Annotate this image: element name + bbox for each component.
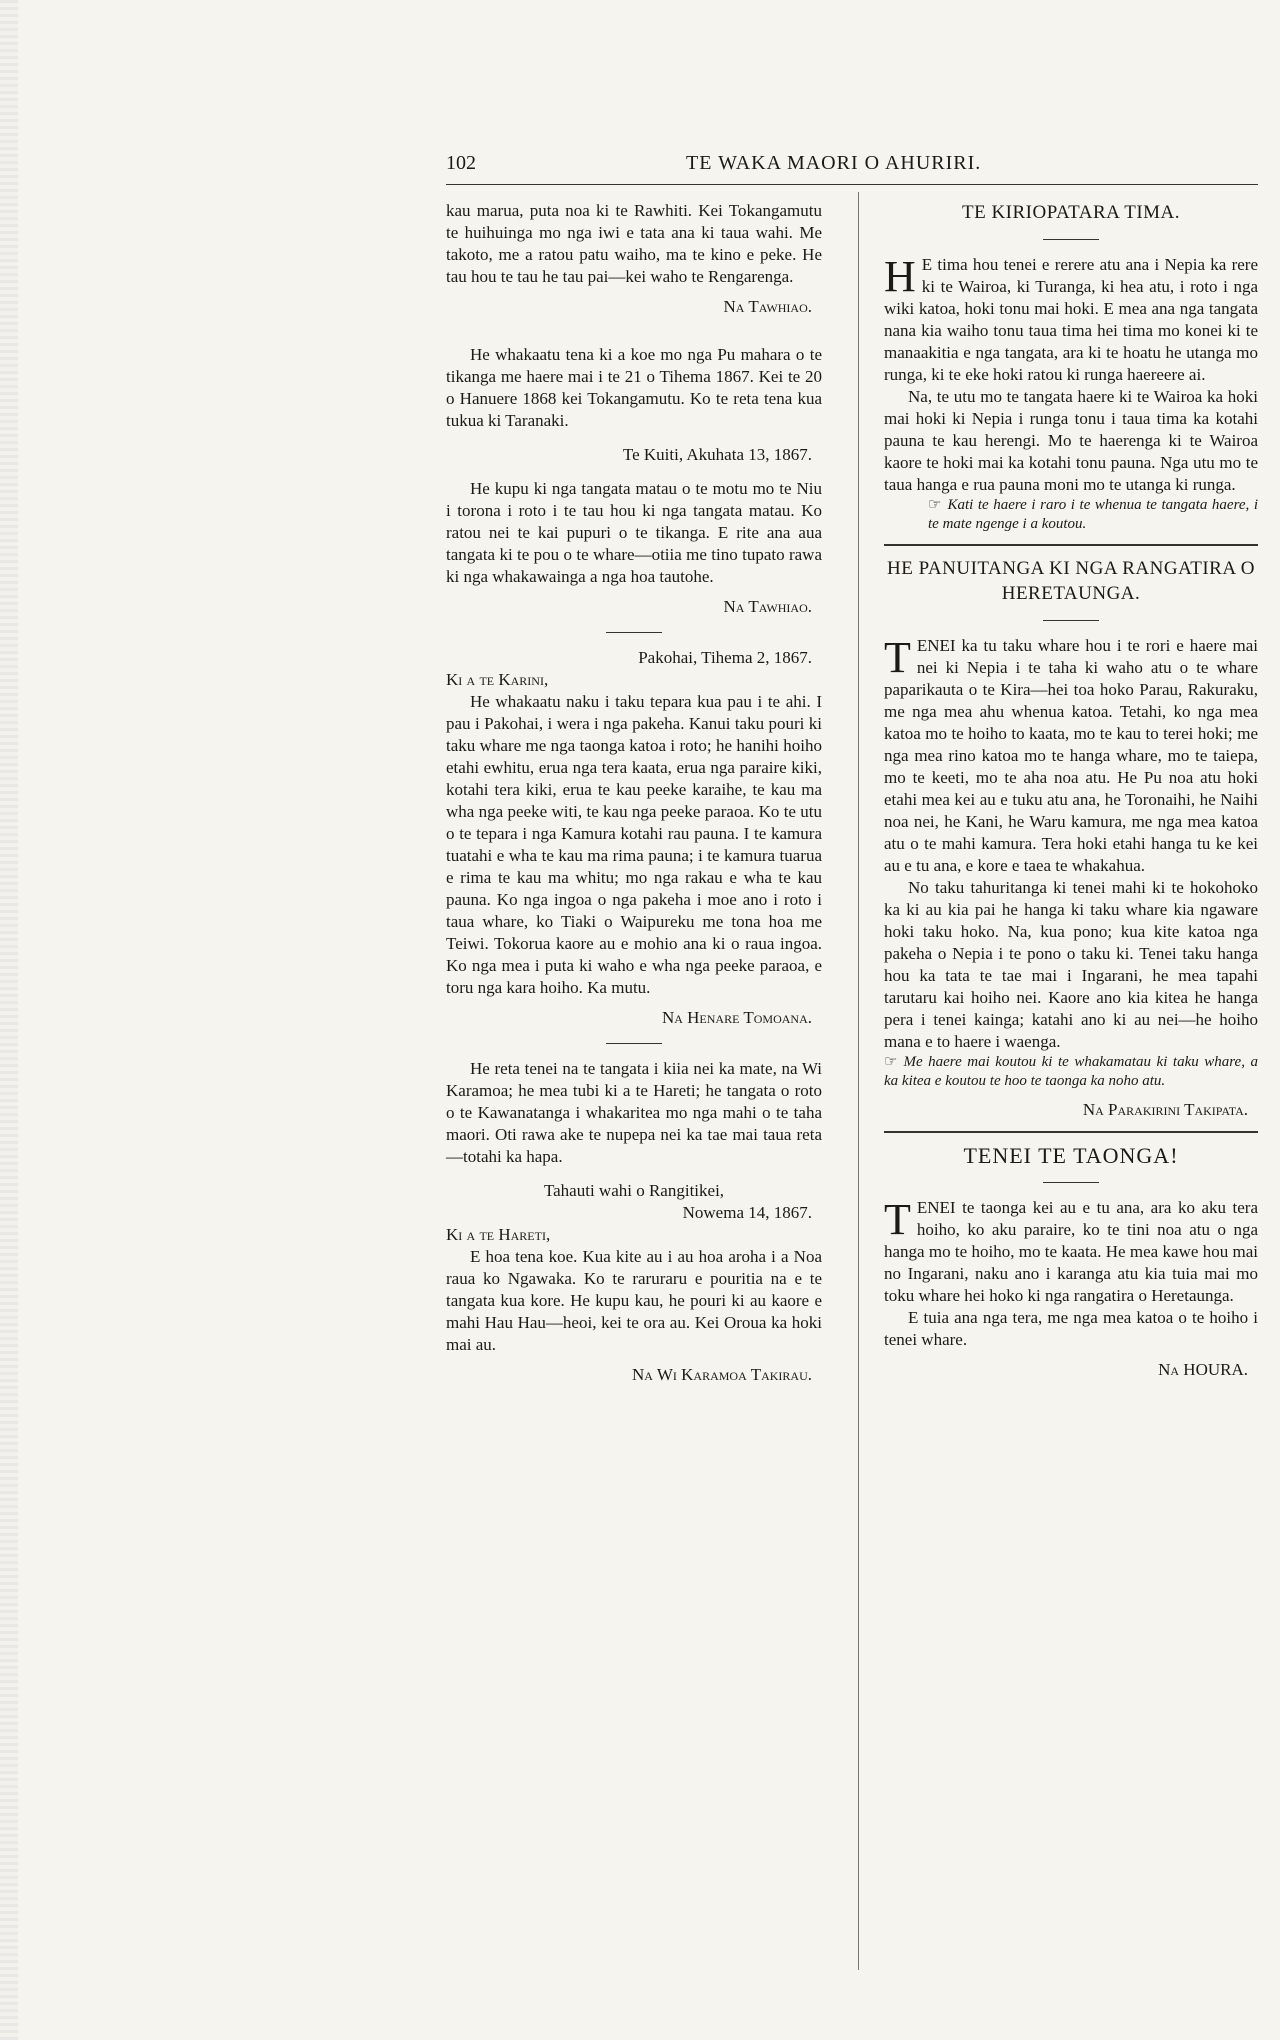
- paragraph: No taku tahuritanga ki tenei mahi ki te hokohoko ka ki au kia pai he hanga ki taku whare kia ngaware hoki taku hoko. Na, kua pono; kua kite katoa nga pakeha o Nepia i te pono o taku ki. Tenei taku hanga hou ka tata te tae mai i Ingarani, he mea tapahi tarutaru kai hoiho nei. Kaore ano kia kitea he hanga pera i tenei kainga; katahi ano ki au nei—he hoiho mana e to haere i waenga.: [884, 878, 1258, 1051]
- dateline: Tahauti wahi o Rangitikei,: [543, 1181, 725, 1200]
- dateline: Te Kuiti, Akuhata 13, 1867.: [622, 445, 812, 464]
- paragraph: He whakaatu naku i taku tepara kua pau i te ahi. I pau i Pakohai, i wera i nga pakeha. Kanui taku pouri ki taku whare me nga taonga katoa i roto; he hanihi hoiho etahi ewhitu, erua nga tera kaata, erua nga paraire kiki, kotahi tera kiki, erua te kau peeke karaihe, te kau ma wha nga peeke witi, te kau nga peeke paraoa. Ko te utu o te tepara i nga Kamura kotahi rau pauna. I te kamura tuatahi e wha te kau ma rima pauna; i te kamura tuarua e rima te kau ma whitu; mo nga rakau e wha te kau pauna. Ko nga ingoa o nga pakeha i moe ano i roto i taua whare, ko Tiaki o Waipureku me tona hoa me Teiwi. Tokorua kaore au e mohio ana ki o raua ingoa. Ko nga mea i puta ki waho e wha nga peeke paraoa, e toru nga kara hoiho. Ka mutu.: [446, 692, 822, 997]
- dateline: Nowema 14, 1867.: [682, 1203, 812, 1222]
- signature: Na Parakirini Takipata.: [1082, 1100, 1248, 1119]
- paragraph: E hoa tena koe. Kua kite au i au hoa aroha i a Noa raua ko Ngawaka. Ko te raruraru e pouritia na e te tangata kua kore. He kupu kau, he pouri ki au kaore e mahi Hau Hau—heoi, kei te ora au. Kei Oroua ka hoki mai au.: [446, 1247, 822, 1354]
- note-text: Me haere mai koutou ki te whakamatau ki taku whare, a ka kitea e koutou te hoo te taonga ka noho atu.: [884, 1054, 1258, 1089]
- page-number: 102: [446, 152, 476, 174]
- salutation: Ki a te Hareti,: [446, 1225, 551, 1244]
- page-header: [446, 152, 1258, 178]
- signature: Na Tawhiao.: [723, 297, 812, 316]
- drop-cap: T: [884, 1195, 911, 1244]
- section-divider: [884, 1131, 1258, 1133]
- salutation: Ki a te Karini,: [446, 670, 549, 689]
- paragraph: E tima hou tenei e rerere atu ana i Nepia ka rere ki te Wairoa, ki Turanga, ki hea atu, i roto i nga wiki katoa, hoki tonu mai hoki. E mea ana nga tangata nana kia waiho tonu taua tima hei tima mo konei ki te manaakitia e nga tangata, ara ki te hoatu he utanga mo runga, ki te eke hoki ratou ki runga haereere ai.: [884, 255, 1258, 384]
- paragraph: ENEI te taonga kei au e tu ana, ara ko aku tera hoiho, ko aku paraire, ko te tini noa atu o nga hanga mo te hoiho, mo te kaata. He mea kawe hou mai no Ingarani, naku ano i karanga atu kia tuia mai mo toku whare hei hoko ki nga rangatira o Heretaunga.: [884, 1198, 1258, 1305]
- divider: [606, 1043, 662, 1044]
- dateline: Pakohai, Tihema 2, 1867.: [638, 648, 812, 667]
- pointing-hand-icon: ☞: [928, 497, 942, 513]
- pointing-hand-icon: ☞: [884, 1054, 898, 1070]
- footnote: [884, 496, 1258, 534]
- column-rule: [858, 192, 859, 1970]
- divider: [1043, 620, 1099, 621]
- article-title: TENEI TE TAONGA!: [963, 1143, 1179, 1168]
- signature: Na HOURA.: [1158, 1360, 1248, 1379]
- signature: Na Henare Tomoana.: [661, 1008, 812, 1027]
- right-column: [884, 200, 1258, 1381]
- note-text: Kati te haere i raro i te whenua te tangata haere, i te mate ngenge i a koutou.: [928, 497, 1258, 532]
- signature: Na Tawhiao.: [723, 597, 812, 616]
- page-title: TE WAKA MAORI O AHURIRI.: [686, 152, 982, 174]
- divider: [1043, 1182, 1099, 1183]
- paragraph: kau marua, puta noa ki te Rawhiti. Kei Tokangamutu te huihuinga mo nga iwi e tata ana ki taua wahi. Me takoto, me a ratou patu waiho, ma te kino e peke. He tau hou te tau he tau pai—kei waho te Rengarenga.: [446, 201, 822, 286]
- left-column: [446, 200, 822, 1386]
- paragraph: He reta tenei na te tangata i kiia nei ka mate, na Wi Karamoa; he mea tubi ki a te Hareti; he tangata o roto o te Kawanatanga i whakaritea mo nga mahi o te taha maori. Oti rawa ake te nupepa nei ka tae mai taua reta—totahi ka hapa.: [446, 1059, 822, 1166]
- divider: [606, 632, 662, 633]
- article-title: HE PANUITANGA KI NGA RANGATIRA O HERETAUNGA.: [887, 558, 1255, 604]
- footnote: [884, 1053, 1258, 1091]
- page-edge: [0, 0, 18, 2040]
- divider: [1043, 239, 1099, 240]
- drop-cap: H: [884, 252, 916, 301]
- article-title: TE KIRIOPATARA TIMA.: [961, 202, 1181, 223]
- paragraph: He kupu ki nga tangata matau o te motu mo te Niu i torona i roto i te tau hou ki nga tangata matau. Ko ratou nei te kai pupuri o te tikanga. E rite ana aua tangata ki te pou o te whare—otiia me tino tupato rawa ki nga whakawainga a nga hoa tautohe.: [446, 479, 822, 586]
- section-divider: [884, 544, 1258, 546]
- signature: Na Wi Karamoa Takirau.: [631, 1365, 812, 1384]
- paragraph: He whakaatu tena ki a koe mo nga Pu mahara o te tikanga me haere mai i te 21 o Tihema 1867. Kei te 20 o Hanuere 1868 kei Tokangamutu. Ko te reta tena kua tukua ki Taranaki.: [446, 345, 822, 430]
- paragraph: ENEI ka tu taku whare hou i te rori e haere mai nei ki Nepia i te taha ki waho atu o te whare paparikauta o te Kira—hei toa hoko Parau, Rakuraku, me nga mea ahu whenua katoa. Tetahi, ko nga mea katoa mo te hoiho to kaata, mo te kau to terei hoki; me nga mea rino katoa mo te hanga whare, mo te taiepa, mo te keeti, mo te aha noa atu. He Pu noa atu hoki etahi mea kei au e tuku atu ana, he Toronaihi, he Naihi noa nei, he Kani, he Waru kamura, me nga mea katoa atu o te mahi kamura. Tera hoki etahi hanga tu ke kei au e tu ana, e kore e taea te whakahua.: [884, 636, 1258, 875]
- header-rule: [446, 184, 1258, 185]
- paragraph: E tuia ana nga tera, me nga mea katoa o te hoiho i tenei whare.: [884, 1308, 1258, 1349]
- drop-cap: T: [884, 633, 911, 682]
- paragraph: Na, te utu mo te tangata haere ki te Wairoa ka hoki mai hoki ki Nepia i runga tonu i taua tima ka kotahi pauna te kau herengi. Mo te haerenga ki te Wairoa kaore te hoki mai ka kotahi tonu pauna. Nga utu mo te taua hanga e rua pauna moni mo te utanga ki runga.: [884, 387, 1258, 494]
